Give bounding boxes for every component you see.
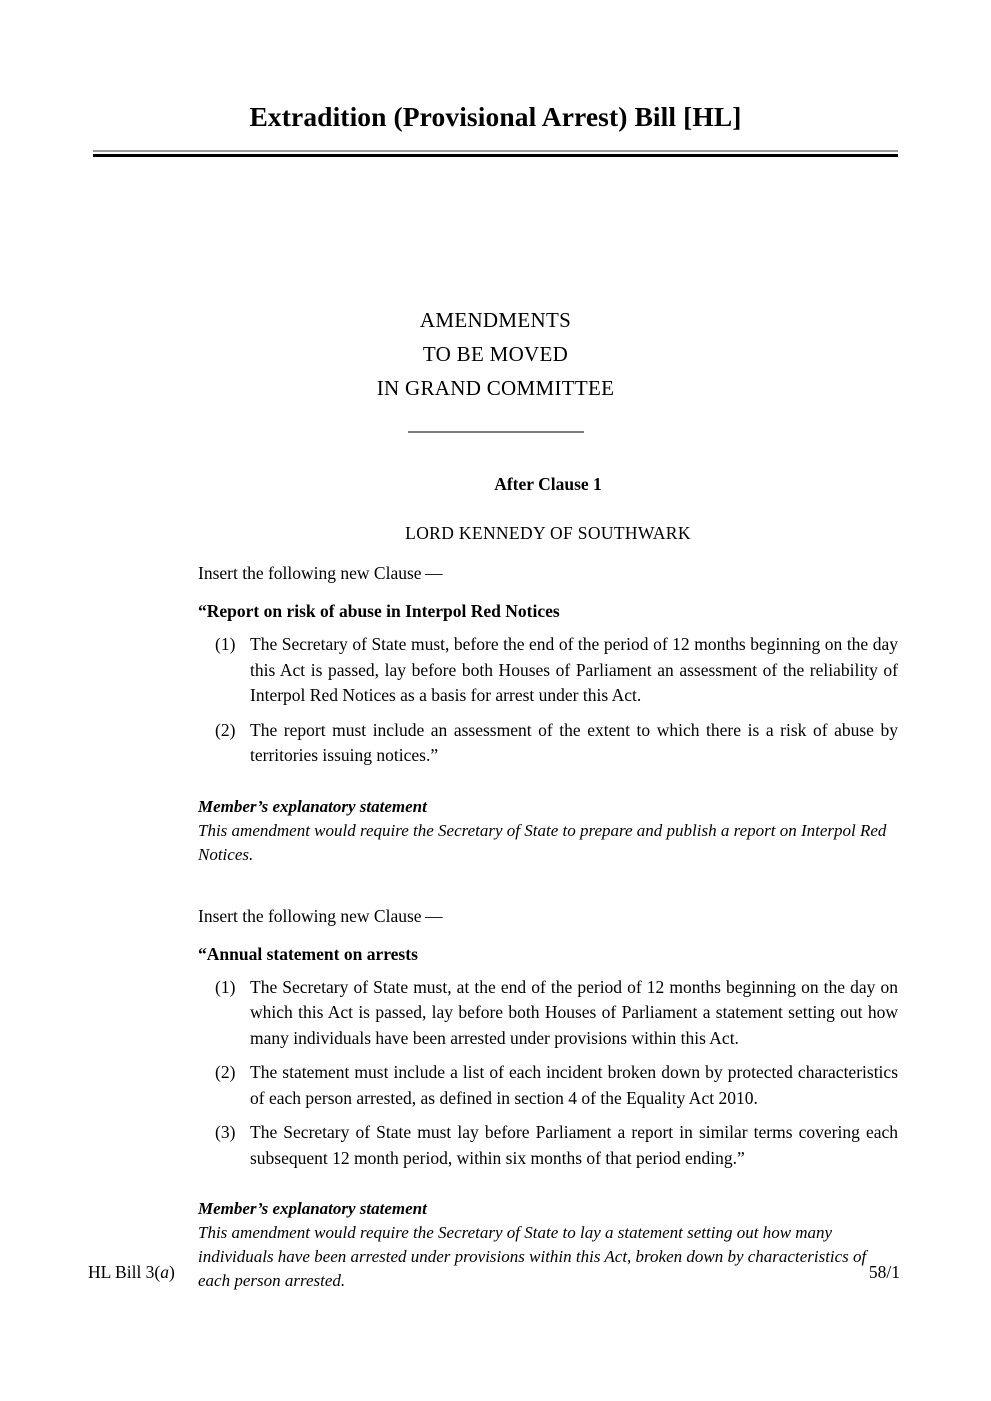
clause-paragraph-text: The Secretary of State must, at the end of the period of 12 months beginning on the day on which this Act is passed, lay before both Houses of Parliament a statement setting out how many individuals have been arrested under provisions within this Act. xyxy=(250,976,898,1048)
explanatory-statement-title: Member’s explanatory statement xyxy=(198,1199,427,1218)
body-area xyxy=(198,474,898,1293)
clause-paragraph-text: The report must include an assessment of the extent to which there is a risk of abuse by territories issuing notices.” xyxy=(250,719,898,765)
title-block xyxy=(93,100,898,157)
divider-rule xyxy=(408,431,584,433)
clause-paragraph-text: The Secretary of State must lay before Parliament a report in similar terms covering each subsequent 12 month period, within six months of that period ending.” xyxy=(250,1122,898,1168)
lead-in-text: Insert the following new Clause — xyxy=(198,563,443,583)
lead-in-text: Insert the following new Clause — xyxy=(198,905,443,926)
section-title-after-clause: After Clause 1 xyxy=(494,474,602,494)
clause-heading: “Report on risk of abuse in Interpol Red Notices xyxy=(198,601,560,621)
bill-reference xyxy=(88,1262,175,1283)
divider-rule-wrap xyxy=(93,431,898,433)
explanatory-statement-block xyxy=(198,795,898,867)
bill-reference-suffix: ) xyxy=(169,1262,175,1282)
clause-paragraph xyxy=(198,718,898,769)
clause-paragraph-text: The statement must include a list of each incident broken down by protected characteristics of each person arrested, as defined in section 4 of the Equality Act 2010. xyxy=(250,1062,898,1108)
clause-paragraph xyxy=(198,632,898,709)
clause-paragraph-number: (1) xyxy=(215,634,236,654)
heading-line-in-grand-committee: IN GRAND COMMITTEE xyxy=(376,376,615,400)
explanatory-statement-text: This amendment would require the Secretary of State to prepare and publish a report on Interpol Red Notices. xyxy=(198,820,887,864)
clause-heading: “Annual statement on arrests xyxy=(198,943,418,964)
amendments-heading-block xyxy=(93,303,898,433)
clause-paragraph xyxy=(198,1120,898,1171)
heading-line-amendments: AMENDMENTS xyxy=(419,308,572,332)
explanatory-statement-text: This amendment would require the Secretary of State to lay a statement setting out how many individuals have been arrested under provisions within this Act, broken down by characteristics of each person arrested. xyxy=(198,1223,867,1290)
page-title: Extradition (Provisional Arrest) Bill [HL] xyxy=(249,101,742,132)
amendment-block xyxy=(198,903,898,1294)
clause-paragraph-list xyxy=(198,632,898,769)
amendment-spacer xyxy=(198,867,898,903)
bill-reference-prefix: HL Bill 3( xyxy=(88,1262,161,1282)
clause-paragraph-number: (1) xyxy=(215,976,236,997)
page-footer xyxy=(88,1262,900,1283)
amendment-block xyxy=(198,560,898,867)
title-double-rule xyxy=(93,150,898,157)
clause-paragraph xyxy=(198,1060,898,1111)
clause-paragraph xyxy=(198,975,898,1052)
clause-paragraph-number: (2) xyxy=(215,1062,236,1082)
bill-reference-letter: a xyxy=(160,1262,170,1282)
title-rule-thick xyxy=(93,154,898,157)
clause-paragraph-list xyxy=(198,975,898,1172)
clause-paragraph-text: The Secretary of State must, before the end of the period of 12 months beginning on the day this Act is passed, lay before both Houses of Parliament an assessment of the reliability of Interpol Red Notices as a basis for arrest under this Act. xyxy=(250,634,898,705)
clause-paragraph-number: (2) xyxy=(215,719,236,740)
page-number: 58/1 xyxy=(868,1262,900,1282)
sponsor-name: LORD KENNEDY OF SOUTHWARK xyxy=(405,523,691,543)
clause-paragraph-number: (3) xyxy=(215,1122,236,1142)
heading-line-to-be-moved: TO BE MOVED xyxy=(422,342,569,366)
explanatory-statement-title: Member’s explanatory statement xyxy=(198,796,427,816)
